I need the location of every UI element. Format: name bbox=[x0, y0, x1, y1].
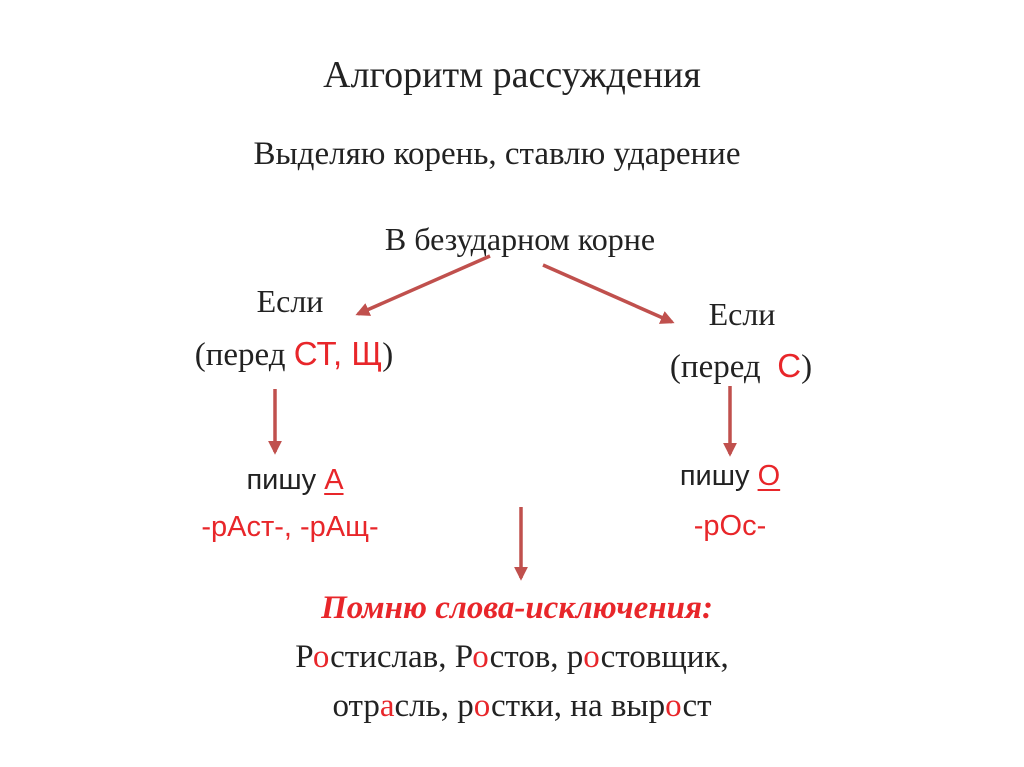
highlighted-vowel: о bbox=[473, 688, 492, 724]
right-if-label: Если bbox=[708, 296, 776, 332]
word-segment: стислав, Р bbox=[330, 639, 473, 675]
left-paren-close: ) bbox=[382, 337, 394, 373]
page-title: Алгоритм рассуждения bbox=[323, 54, 701, 96]
highlighted-vowel: а bbox=[379, 688, 395, 724]
highlighted-vowel: о bbox=[665, 688, 683, 724]
word-segment: отр bbox=[332, 688, 380, 724]
word-segment: стовщик, bbox=[600, 639, 729, 675]
word-segment: стов, р bbox=[489, 639, 584, 675]
left-paren-open: (перед bbox=[194, 337, 294, 373]
word-segment: сль, р bbox=[394, 688, 474, 724]
left-write-label: пишу bbox=[246, 464, 325, 496]
condition-unstressed-root: В безударном корне bbox=[384, 221, 656, 257]
right-write-letter: О bbox=[757, 460, 781, 492]
right-paren-close: ) bbox=[801, 349, 813, 385]
highlighted-vowel: о bbox=[583, 639, 601, 675]
right-condition-letters: С bbox=[777, 347, 802, 384]
highlighted-vowel: о bbox=[312, 639, 331, 675]
arrow-to-right-branch bbox=[543, 265, 672, 322]
word-segment: Р bbox=[295, 639, 313, 675]
step-select-root: Выделяю корень, ставлю ударение bbox=[253, 136, 741, 172]
word-segment: стки, на выр bbox=[491, 688, 666, 724]
exceptions-title: Помню слова-исключения: bbox=[321, 590, 713, 626]
left-roots: -рАст-, -рАщ- bbox=[201, 511, 379, 543]
left-if-label: Если bbox=[256, 283, 324, 319]
highlighted-vowel: о bbox=[472, 639, 490, 675]
right-paren-open: (перед bbox=[669, 349, 778, 385]
word-segment: ст bbox=[682, 688, 712, 724]
right-write-label: пишу bbox=[679, 460, 758, 492]
arrow-to-left-branch bbox=[358, 256, 490, 314]
left-condition-letters: СТ, Щ bbox=[293, 335, 383, 372]
right-roots: -рОс- bbox=[693, 510, 767, 542]
left-write-letter: А bbox=[324, 464, 344, 496]
